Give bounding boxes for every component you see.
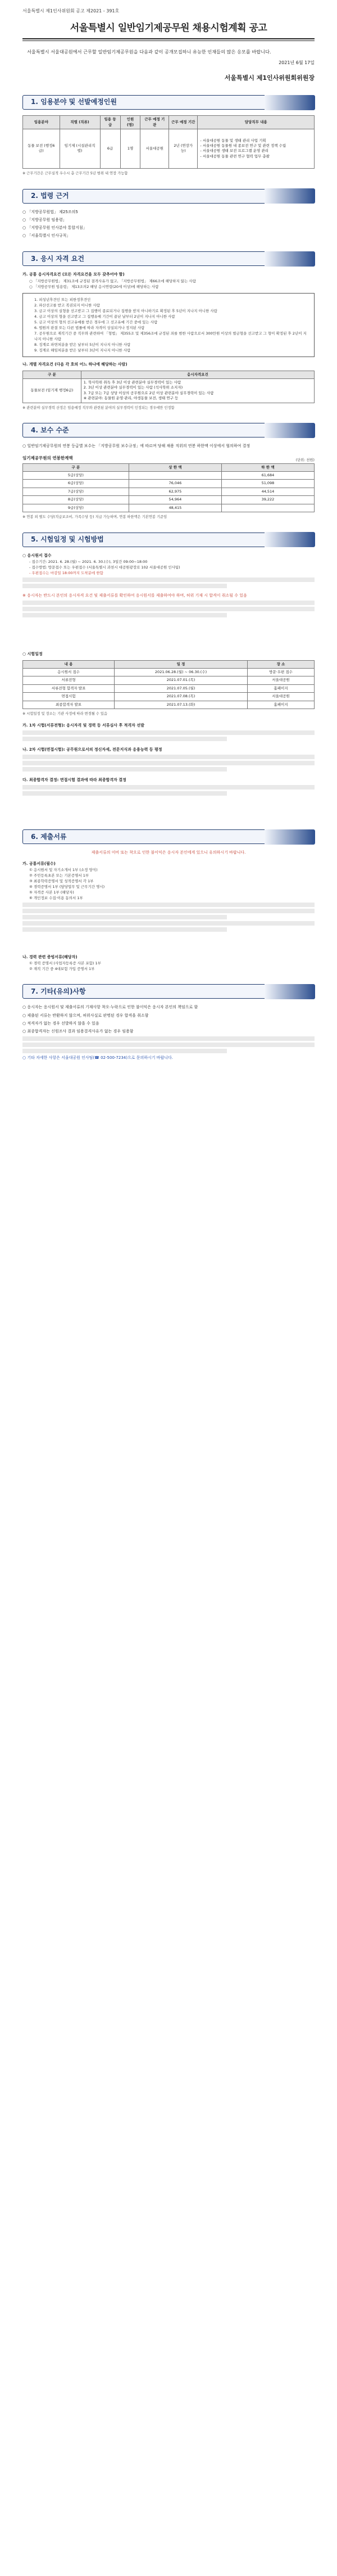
- recruitment-table: [22, 115, 315, 177]
- application-item: - 접수방법: 방문접수 또는 우편접수 (서울특별시 과천시 대공원광장로 102 서울대공원 인사팀): [29, 565, 180, 570]
- salary-cell: 7급(상당): [23, 488, 129, 495]
- schedule-note: ※ 시험일정 및 장소는 기관 사정에 따라 변경될 수 있음: [22, 712, 108, 716]
- s1-note: ※ 근무기간은 근무실적 우수시 총 근무기간 5년 범위 내 연장 가능함: [22, 171, 128, 175]
- salary-cell: 61,684: [221, 471, 314, 479]
- th-content: 내 용: [23, 660, 115, 668]
- requirement-item: 1. 학사학위 취득 후 3년 이상 관련분야 실무경력이 있는 사람: [83, 380, 181, 385]
- schedule-cell: 서류전형 합격자 발표: [23, 684, 115, 692]
- common-eligibility-item: ○ 「지방공무원 임용령」 제13조의2 해당 응시연령(20세 이상)에 해당하는 사람: [29, 284, 159, 289]
- salary-block: [22, 443, 315, 520]
- text-placeholder: [22, 578, 315, 582]
- document-item: ⑥ 개인정보 수집·이용 동의서 1부: [29, 896, 83, 901]
- text-placeholder: [22, 909, 315, 913]
- announcement-date: 2021년 6월 17일: [279, 60, 315, 65]
- text-placeholder: [22, 915, 227, 919]
- salary-cell: 48,415: [129, 504, 221, 512]
- cell-count: 1명: [120, 129, 140, 168]
- th-agency: 근무 예정 기관: [140, 116, 169, 129]
- section-3-title: 3. 응시 자격 요건: [31, 254, 84, 263]
- schedule-title: ○ 시험일정: [22, 652, 43, 657]
- salary-cell: 8급(상당): [23, 496, 129, 504]
- schedule-cell: 방문·우편 접수: [248, 668, 315, 676]
- disqualification-item: 4. 금고 이상의 형을 선고받고 그 집행유예 기간이 끝난 날부터 2년이 지나지 아니한 사람: [34, 314, 175, 319]
- salary-cell: 62,975: [129, 488, 221, 495]
- document-item: ⑤ 자격증 사본 1부 (해당자): [29, 890, 74, 895]
- section-6-title: 6. 제출서류: [31, 832, 67, 841]
- cell-period: 2년 (연장가능): [169, 129, 198, 168]
- specific-eligibility-title: 나. 개별 자격요건 (다음 각 호의 어느 하나에 해당하는 사람): [22, 362, 127, 367]
- document-item: ② 재직 기간 중 4대보험 가입 증명서 1부: [29, 967, 95, 972]
- text-placeholder: [22, 767, 227, 772]
- application-item: - 접수기간: 2021. 6. 28.(월) ~ 2021. 6. 30.(수), 3일간 09:00~18:00: [29, 559, 148, 564]
- schedule-cell: 홈페이지: [248, 701, 315, 709]
- schedule-cell: 서울대공원: [248, 676, 315, 684]
- text-placeholder: [22, 1043, 315, 1047]
- th-count: 인원 (명): [120, 116, 140, 129]
- duty-item: - 서울대공원 동물 관련 연구 협력 업무 총괄: [200, 154, 270, 159]
- table-row: [23, 693, 315, 701]
- notice-item: ○ 적격자가 없는 경우 선발하지 않을 수 있음: [22, 1021, 99, 1026]
- duty-item: - 서울대공원 생태 보전 프로그램 운영 관리: [200, 148, 268, 154]
- notice-item: ○ 응시자는 응시원서 및 제출서류의 기재사항 착오·누락으로 인한 불이익은 응시자 본인의 책임으로 함: [22, 1005, 198, 1010]
- salary-table-unit: (단위: 천원): [295, 458, 315, 462]
- requirement-item: 3. 7급 또는 7급 상당 이상의 공무원으로 2년 이상 관련분야 실무경력이 있는 사람: [83, 390, 214, 395]
- document-item: ① 응시원서 및 자기소개서 1부 (소정 양식): [29, 867, 98, 872]
- exam-step: 나. 2차 시험(면접시험): 공무원으로서의 정신자세, 전문지식과 응용능력 등 평정: [22, 747, 162, 752]
- text-placeholder: [22, 921, 315, 926]
- text-placeholder: [22, 1036, 315, 1041]
- table-row: [23, 504, 315, 512]
- schedule-cell: 최종합격자 발표: [23, 701, 115, 709]
- section-1-header: [22, 95, 315, 110]
- salary-cell: [129, 471, 221, 479]
- schedule-cell: 2021.07.01.(목): [115, 676, 248, 684]
- salary-cell: 51,098: [221, 480, 314, 488]
- document-item: ③ 최종학력증명서 및 성적증명서 각 1부: [29, 878, 94, 883]
- schedule-cell: 서류전형: [23, 676, 115, 684]
- intro-text: 서울특별시 서울대공원에서 근무할 일반임기제공무원을 다음과 같이 공개모집하니 유능한 인재들의 많은 응모를 바랍니다.: [27, 49, 271, 55]
- schedule-cell: 응시원서 접수: [23, 668, 115, 676]
- exam-warning: ※ 응시자는 반드시 본인의 응시자격 요건 및 제출서류를 확인하여 응시원서를 제출하여야 하며, 허위 기재 시 합격이 취소될 수 있음: [22, 593, 247, 598]
- cell-duties: [198, 129, 315, 168]
- text-placeholder: [22, 601, 315, 605]
- document-item: ② 주민등록초본 또는 기본증명서 1부: [29, 873, 89, 878]
- cell-grade: 6급: [100, 129, 120, 168]
- notice-item: ○ 제출된 서류는 반환하지 않으며, 허위사실로 판명된 경우 합격을 취소함: [22, 1013, 149, 1018]
- th-field: 임용분야: [23, 116, 60, 129]
- disqualification-item: 7. 공무원으로 재직기간 중 직무와 관련하여 「형법」 제355조 및 제356조에 규정된 죄를 범한 사람으로서 300만원 이상의 벌금형을 선고받고 그 형이 확정된 후 2년이 지나지 아니한 사람: [34, 331, 307, 342]
- text-placeholder: [22, 584, 227, 588]
- salary-note: ※ 연봉 외 별도 수당(직급보조비, 가족수당 등) 지급 가능하며, 연봉 하한액은 기본연봉 기준임: [22, 515, 167, 520]
- text-placeholder: [22, 785, 315, 790]
- requirement-item: ※ 관련분야: 동물원 운영·관리, 야생동물 보전, 생태 연구 등: [83, 396, 179, 401]
- salary-cell: 54,964: [129, 496, 221, 504]
- legal-item: ○ 「지방공무원 임용령」: [22, 217, 67, 222]
- disqualification-item: 6. 법원의 판결 또는 다른 법률에 따라 자격이 상실되거나 정지된 사람: [34, 326, 145, 331]
- common-eligibility-item: ○ 「지방공무원법」 제31조에 규정된 결격사유가 없고, 「지방공무원법」 제66조에 해당하지 않는 사람: [29, 278, 196, 283]
- schedule-cell: 2021.07.13.(화): [115, 701, 248, 709]
- salary-cell: 5급(상당): [23, 471, 129, 479]
- duty-item: - 서울대공원 동물 및 생태 관리 사업 기획: [200, 138, 266, 143]
- section-1-title: 1. 임용분야 및 선발예정인원: [31, 98, 117, 106]
- disqualification-item: 1. 피성년후견인 또는 피한정후견인: [34, 297, 91, 302]
- table-row: [23, 480, 315, 488]
- disqualification-item: 9. 징계로 해임처분을 받은 날부터 3년이 지나지 아니한 사람: [34, 348, 131, 353]
- legal-item: ○ 「지방공무원 인사분야 통합지침」: [22, 225, 87, 231]
- salary-intro: ○ 일반임기제공무원의 연봉 등급별 보수는 「지방공무원 보수규정」에 따르며 당해 채용 직위의 연봉 하한액 이상에서 협의하여 결정: [22, 444, 251, 449]
- salary-table-title: 임기제공무원의 연봉한계액: [22, 455, 73, 461]
- cell-series: 임기제 (시설관리직렬): [60, 129, 100, 168]
- th-requirements: 응시자격요건: [81, 371, 314, 378]
- documents-extra-title: 나. 경력 관련 증빙서류(해당자): [22, 955, 78, 960]
- th-place: 장 소: [248, 660, 315, 668]
- page-title: 서울특별시 일반임기제공무원 채용시험계획 공고: [70, 22, 267, 34]
- text-placeholder: [22, 737, 227, 741]
- legal-basis-list: [22, 209, 315, 240]
- text-placeholder: [22, 1049, 227, 1053]
- table-row: [23, 668, 315, 676]
- application-title: ○ 응시원서 접수: [22, 553, 52, 558]
- contact-notice: ○ 기타 자세한 사항은 서울대공원 인사팀(☎ 02-500-7234)으로 문의하시기 바랍니다.: [22, 1055, 174, 1061]
- salary-cell: 39,222: [221, 496, 314, 504]
- text-placeholder: [22, 791, 227, 796]
- section-2-title: 2. 법령 근거: [31, 192, 69, 200]
- section-2-header: [22, 189, 315, 204]
- doc-number: 서울특별시 제1인사위원회 공고 제2021 - 391호: [22, 8, 120, 13]
- disqualification-item: 5. 금고 이상의 형의 선고유예를 받은 경우에 그 선고유예 기간 중에 있는 사람: [34, 320, 158, 325]
- table-row: [23, 496, 315, 504]
- table-row: [23, 471, 315, 479]
- text-placeholder: [22, 730, 315, 735]
- schedule-cell: 면접시험: [23, 693, 115, 701]
- salary-cell: 9급(상당): [23, 504, 129, 512]
- disqualification-box: [22, 293, 315, 358]
- section-5-title: 5. 시험일정 및 시험방법: [31, 535, 104, 544]
- cell-agency: 서울대공원: [140, 129, 169, 168]
- schedule-cell: 서울대공원: [248, 693, 315, 701]
- issuer-signature: 서울특별시 제1인사위원회위원장: [224, 74, 315, 82]
- notice-item: ○ 최종합격자는 신원조사 결과 임용결격사유가 없는 경우 임용함: [22, 1029, 134, 1034]
- salary-cell: [221, 504, 314, 512]
- text-placeholder: [22, 607, 315, 611]
- cell-field: 동물 보전 (행정6급): [23, 129, 60, 168]
- section-7-title: 7. 기타(유의)사항: [31, 987, 86, 995]
- document-item: ④ 경력증명서 1부 (담당업무 및 근무기간 명시): [29, 884, 105, 889]
- cell-category: 동물보전 (임기제 행정6급): [23, 379, 81, 403]
- schedule-cell: 2021.07.05.(월): [115, 684, 248, 692]
- section-3-header: [22, 251, 315, 266]
- text-placeholder: [22, 903, 315, 907]
- notes-block: [22, 1004, 315, 1061]
- table-row: [23, 684, 315, 692]
- exam-block: [22, 553, 315, 796]
- text-placeholder: [22, 927, 227, 932]
- documents-common-title: 가. 공통서류(필수): [22, 861, 56, 866]
- disqualification-item: 2. 파산선고를 받고 복권되지 아니한 사람: [34, 303, 100, 308]
- section-7-header: [22, 984, 315, 999]
- text-placeholder: [22, 613, 227, 617]
- table-row: [23, 701, 315, 709]
- th-grade: 임용 등급: [100, 116, 120, 129]
- common-eligibility-title: 가. 공통 응시자격요건 (모든 자격요건을 모두 갖추어야 함): [22, 272, 125, 277]
- specific-eligibility-table: [22, 371, 315, 403]
- document-item: ① 경력 증명서 (사업자등록증 사본 포함) 1부: [29, 961, 101, 966]
- th-duties: 담당직무 내용: [198, 116, 315, 129]
- duty-item: - 서울대공원 동물원 내 종보전 연구 및 관련 정책 수립: [200, 143, 286, 148]
- th-series: 직렬 (직류): [60, 116, 100, 129]
- th-date: 일 정: [115, 660, 248, 668]
- s3-note: ※ 관련분야 실무경력 산정은 임용예정 직무와 관련된 분야의 실무경력이 인정되는 경우에만 인정함: [22, 405, 175, 410]
- exam-step: 다. 최종합격자 결정: 면접시험 결과에 따라 최종합격자 결정: [22, 778, 126, 783]
- salary-cell: 6급(상당): [23, 480, 129, 488]
- th-grade: 구 분: [23, 463, 129, 471]
- section-4-header: [22, 423, 315, 437]
- schedule-cell: 2021.06.28.(월) ~ 06.30.(수): [115, 668, 248, 676]
- disqualification-item: 3. 금고 이상의 실형을 선고받고 그 집행이 종료되거나 집행을 받지 아니하기로 확정된 후 5년이 지나지 아니한 사람: [34, 308, 217, 313]
- legal-item: ○ 「서울특별시 인사규칙」: [22, 233, 71, 238]
- section-5-header: [22, 533, 315, 547]
- salary-cell: 44,514: [221, 488, 314, 495]
- documents-warning: 제출서류의 미비 또는 착오로 인한 불이익은 응시자 본인에게 있으니 유의하시기 바랍니다.: [91, 850, 246, 855]
- application-item: - 우편접수는 마감일 18:00까지 도착분에 한함: [29, 571, 103, 576]
- schedule-cell: 홈페이지: [248, 684, 315, 692]
- cell-requirements: [81, 379, 314, 403]
- salary-cell: 76,046: [129, 480, 221, 488]
- text-placeholder: [22, 761, 315, 765]
- th-period: 근무 예정 기간: [169, 116, 198, 129]
- schedule-cell: 2021.07.08.(목): [115, 693, 248, 701]
- requirement-item: 2. 3년 이상 관련분야 실무경력이 있는 사람 (석사학위 소지자): [83, 385, 183, 390]
- table-row: [23, 488, 315, 495]
- legal-item: ○ 「지방공무원법」 제25조의5: [22, 209, 78, 214]
- th-upper: 상 한 액: [129, 463, 221, 471]
- schedule-table: [22, 660, 315, 710]
- disqualification-item: 8. 징계로 파면처분을 받은 날부터 5년이 지나지 아니한 사람: [34, 342, 131, 348]
- table-row: [23, 676, 315, 684]
- section-4-title: 4. 보수 수준: [31, 426, 69, 434]
- exam-step: 가. 1차 시험(서류전형): 응시자격 및 경력 등 서류심사 후 적격자 선발: [22, 723, 144, 728]
- eligibility-block: [22, 272, 315, 410]
- section-6-header: [22, 829, 315, 844]
- text-placeholder: [22, 755, 315, 759]
- th-category: 구 분: [23, 371, 81, 378]
- title-divider: [22, 38, 315, 41]
- documents-block: [22, 850, 315, 972]
- salary-table: [22, 463, 315, 513]
- th-lower: 하 한 액: [221, 463, 314, 471]
